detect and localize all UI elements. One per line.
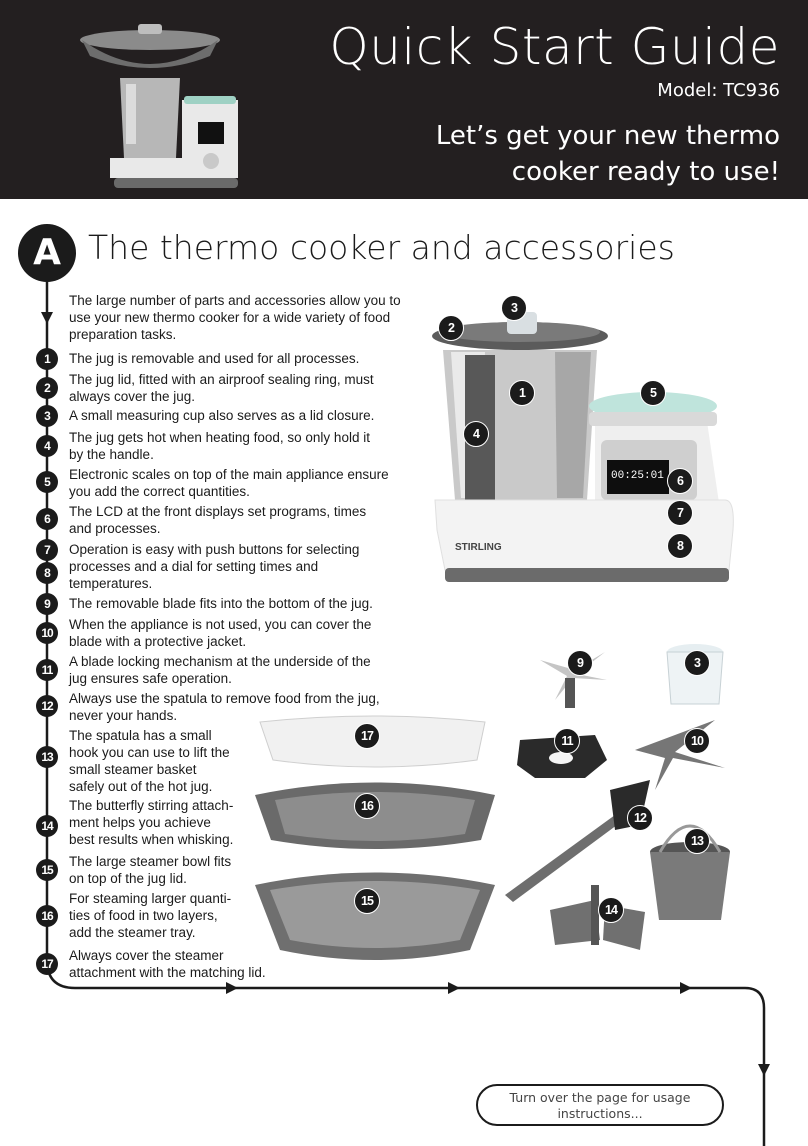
item-line: blade with a protective jacket.	[69, 634, 247, 649]
item-line: The large steamer bowl fits	[69, 854, 232, 869]
blade-cover-illustration	[635, 720, 725, 790]
item-line: never your hands.	[69, 708, 178, 723]
item-number: 14	[36, 815, 58, 837]
item-line: best results when whisking.	[69, 832, 234, 847]
callout-9: 9	[567, 650, 593, 676]
turn-over-line-2: instructions...	[557, 1106, 643, 1121]
item-number: 17	[36, 953, 58, 975]
item-number: 10	[36, 622, 58, 644]
turn-over-line-1: Turn over the page for usage	[509, 1090, 691, 1105]
item-line: safely out of the hot jug.	[69, 779, 213, 794]
item-text	[69, 947, 266, 981]
item-line: A small measuring cup also serves as a lid closure.	[69, 408, 375, 423]
item-number: 13	[36, 746, 58, 768]
callout-14: 14	[598, 897, 624, 923]
callout-12: 12	[627, 805, 653, 831]
item-line: ment helps you achieve	[69, 815, 211, 830]
section-badge: A	[18, 224, 76, 282]
lcd-readout: 00:25:01	[611, 470, 664, 482]
callout-11: 11	[554, 728, 580, 754]
item-text	[69, 371, 374, 405]
item-number: 1	[36, 348, 58, 370]
item-text	[69, 503, 366, 537]
item-number: 8	[36, 562, 58, 584]
item-line: small steamer basket	[69, 762, 197, 777]
turn-over-note	[476, 1084, 724, 1126]
item-line: always cover the jug.	[69, 389, 196, 404]
item-line: The removable blade fits into the bottom of the jug.	[69, 596, 373, 611]
callout-8: 8	[667, 533, 693, 559]
callout-17: 17	[354, 723, 380, 749]
item-line: temperatures.	[69, 576, 153, 591]
callout-10: 10	[684, 728, 710, 754]
item-line: attachment with the matching lid.	[69, 965, 266, 980]
callout-7: 7	[667, 500, 693, 526]
item-line: hook you can use to lift the	[69, 745, 230, 760]
brand-mark: STIRLING	[455, 542, 502, 553]
item-number: 3	[36, 405, 58, 427]
item-line: The LCD at the front displays set programs, times	[69, 504, 367, 519]
model-number: Model: TC936	[657, 80, 780, 101]
item-text	[69, 350, 359, 367]
spatula-illustration	[505, 780, 650, 902]
item-line: Electronic scales on top of the main appliance ensure	[69, 467, 389, 482]
item-text	[69, 797, 233, 848]
item-text	[69, 595, 373, 612]
item-number: 2	[36, 377, 58, 399]
item-text	[69, 541, 359, 592]
item-line: The jug lid, fitted with an airproof sealing ring, must	[69, 372, 374, 387]
callout-3b: 3	[684, 650, 710, 676]
item-text	[69, 407, 374, 424]
item-number: 5	[36, 471, 58, 493]
item-text	[69, 890, 231, 941]
item-text	[69, 429, 370, 463]
item-line: you add the correct quantities.	[69, 484, 250, 499]
item-line: Operation is easy with push buttons for selecting	[69, 542, 360, 557]
item-number: 11	[36, 659, 58, 681]
section-title: The thermo cooker and accessories	[88, 228, 675, 267]
item-line: A blade locking mechanism at the underside of the	[69, 654, 371, 669]
page-title: Quick Start Guide	[329, 18, 780, 76]
item-line: ties of food in two layers,	[69, 908, 218, 923]
item-line: on top of the jug lid.	[69, 871, 187, 886]
item-number: 7	[36, 539, 58, 561]
item-line: processes and a dial for setting times and	[69, 559, 319, 574]
item-number: 6	[36, 508, 58, 530]
callout-3: 3	[501, 295, 527, 321]
item-line: and processes.	[69, 521, 161, 536]
callout-4: 4	[463, 421, 489, 447]
callout-5: 5	[640, 380, 666, 406]
item-line: When the appliance is not used, you can cover the	[69, 617, 372, 632]
item-text	[69, 853, 231, 887]
item-line: add the steamer tray.	[69, 925, 196, 940]
tagline-line-2: cooker ready to use!	[511, 157, 780, 187]
thermo-cooker-illustration	[425, 300, 745, 615]
item-line: The butterfly stirring attach-	[69, 798, 234, 813]
accessories-illustration	[255, 640, 745, 970]
item-line: The spatula has a small	[69, 728, 212, 743]
callout-2: 2	[438, 315, 464, 341]
callout-15: 15	[354, 888, 380, 914]
item-text	[69, 466, 389, 500]
item-number: 12	[36, 695, 58, 717]
callout-13: 13	[684, 828, 710, 854]
item-number: 16	[36, 905, 58, 927]
tagline-line-1: Let’s get your new thermo	[435, 121, 780, 151]
callout-16: 16	[354, 793, 380, 819]
item-line: The jug is removable and used for all processes.	[69, 351, 360, 366]
butterfly-attachment-illustration	[550, 885, 645, 950]
item-line: Always use the spatula to remove food from the jug,	[69, 691, 380, 706]
steamer-bowl-illustration	[255, 873, 495, 961]
item-line: The jug gets hot when heating food, so only hold it	[69, 430, 370, 445]
callout-1: 1	[509, 380, 535, 406]
item-number: 15	[36, 859, 58, 881]
item-number: 4	[36, 435, 58, 457]
item-number: 9	[36, 593, 58, 615]
callout-6: 6	[667, 468, 693, 494]
item-line: by the handle.	[69, 447, 154, 462]
item-line: Always cover the steamer	[69, 948, 224, 963]
intro-text: The large number of parts and accessories allow you to use your new thermo cooker for a wide variety of food preparation tasks.	[69, 293, 401, 342]
item-line: jug ensures safe operation.	[69, 671, 232, 686]
item-line: For steaming larger quanti-	[69, 891, 232, 906]
item-text	[69, 727, 230, 795]
